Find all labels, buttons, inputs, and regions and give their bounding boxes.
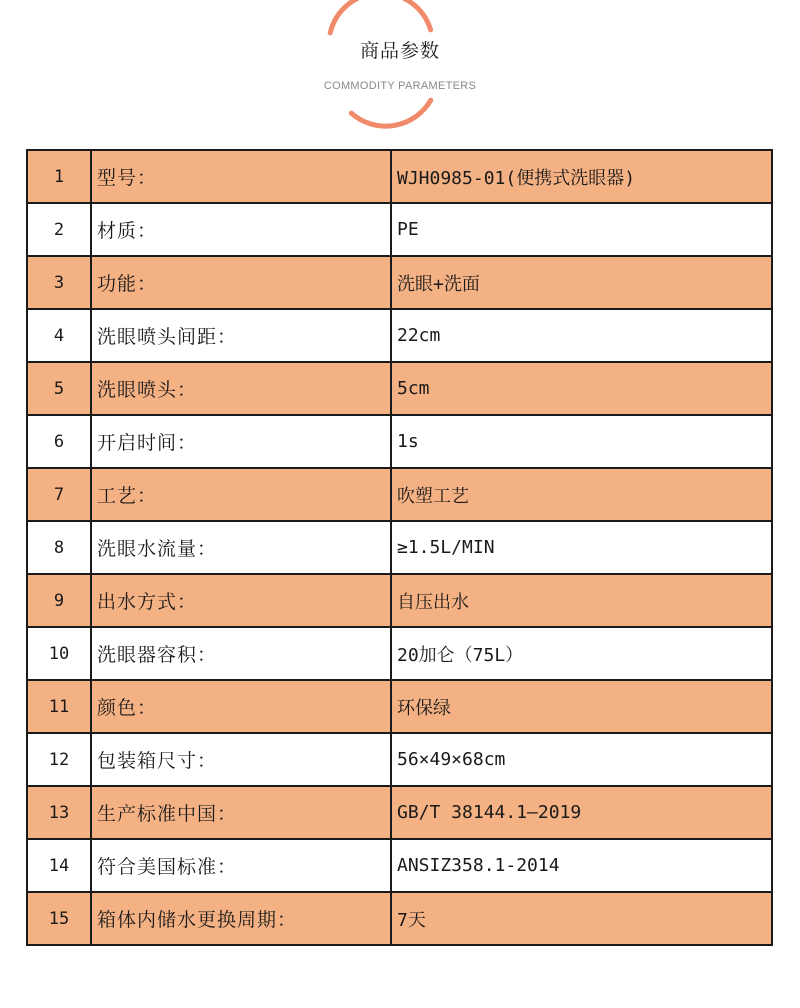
table-row — [27, 468, 772, 521]
row-number: 14 — [27, 839, 91, 892]
parameter-value: 洗眼+洗面 — [391, 256, 772, 309]
table-row — [27, 203, 772, 256]
parameter-value: PE — [391, 203, 772, 256]
table-row — [27, 892, 772, 945]
parameter-label: 型号： — [91, 150, 391, 203]
section-header — [0, 0, 800, 140]
row-number: 15 — [27, 892, 91, 945]
table-row — [27, 309, 772, 362]
table-row — [27, 362, 772, 415]
parameter-label: 材质： — [91, 203, 391, 256]
parameter-value: 22cm — [391, 309, 772, 362]
row-number: 11 — [27, 680, 91, 733]
section-title: 商品参数 — [359, 40, 440, 62]
row-number: 2 — [27, 203, 91, 256]
parameter-value: 56×49×68cm — [391, 733, 772, 786]
parameter-value: 1s — [391, 415, 772, 468]
row-number: 8 — [27, 521, 91, 574]
parameter-value: ANSIZ358.1-2014 — [391, 839, 772, 892]
parameter-value: GB/T 38144.1—2019 — [391, 786, 772, 839]
table-row — [27, 150, 772, 203]
row-number: 13 — [27, 786, 91, 839]
row-number: 9 — [27, 574, 91, 627]
section-subtitle: COMMODITY PARAMETERS — [323, 80, 477, 92]
parameter-value: 20加仑（75L） — [391, 627, 772, 680]
row-number: 10 — [27, 627, 91, 680]
parameter-value: ≥1.5L/MIN — [391, 521, 772, 574]
parameter-label: 工艺： — [91, 468, 391, 521]
parameter-value: 环保绿 — [391, 680, 772, 733]
parameter-label: 开启时间： — [91, 415, 391, 468]
parameter-label: 洗眼喷头间距： — [91, 309, 391, 362]
table-row — [27, 839, 772, 892]
parameter-value: 吹塑工艺 — [391, 468, 772, 521]
parameter-value: 7天 — [391, 892, 772, 945]
parameter-label: 功能： — [91, 256, 391, 309]
row-number: 7 — [27, 468, 91, 521]
row-number: 3 — [27, 256, 91, 309]
table-row — [27, 680, 772, 733]
parameters-table — [26, 149, 773, 946]
row-number: 1 — [27, 150, 91, 203]
row-number: 4 — [27, 309, 91, 362]
table-row — [27, 415, 772, 468]
table-row — [27, 786, 772, 839]
table-row — [27, 733, 772, 786]
table-row — [27, 627, 772, 680]
parameter-label: 颜色： — [91, 680, 391, 733]
row-number: 12 — [27, 733, 91, 786]
table-row — [27, 574, 772, 627]
parameter-label: 洗眼水流量： — [91, 521, 391, 574]
parameter-label: 箱体内储水更换周期： — [91, 892, 391, 945]
parameter-label: 符合美国标准： — [91, 839, 391, 892]
parameter-label: 生产标准中国： — [91, 786, 391, 839]
table-row — [27, 521, 772, 574]
parameter-label: 出水方式： — [91, 574, 391, 627]
parameter-value: 自压出水 — [391, 574, 772, 627]
header-ring-decoration — [0, 0, 800, 140]
parameter-label: 洗眼器容积： — [91, 627, 391, 680]
parameter-value: 5cm — [391, 362, 772, 415]
row-number: 5 — [27, 362, 91, 415]
table-row — [27, 256, 772, 309]
parameter-value: WJH0985-01(便携式洗眼器) — [391, 150, 772, 203]
row-number: 6 — [27, 415, 91, 468]
parameter-label: 洗眼喷头： — [91, 362, 391, 415]
parameter-label: 包装箱尺寸： — [91, 733, 391, 786]
